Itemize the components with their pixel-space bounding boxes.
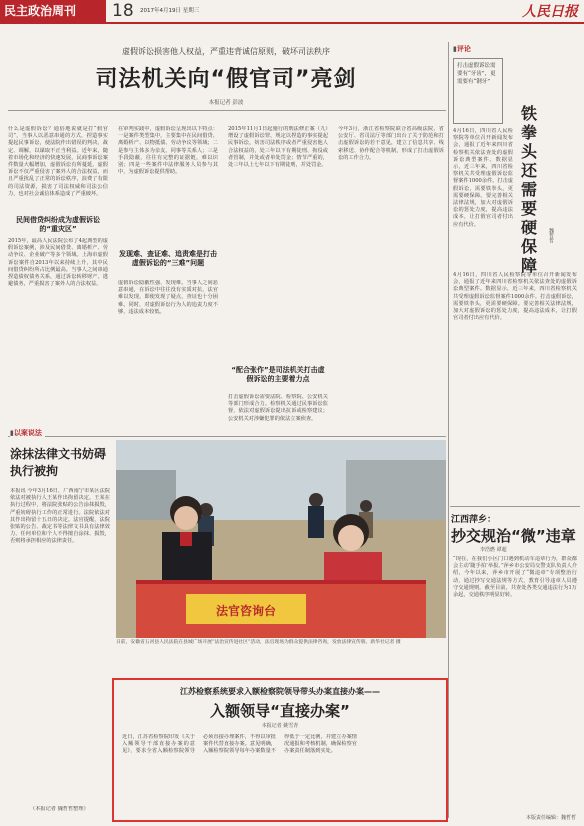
lead-subhead-3: “配合张作”是司法机关打击虚假诉讼的主要着力点 (231, 366, 325, 383)
case-tag: ▮以案说法 (10, 428, 45, 438)
lead-column-1: 什么是虚假诉讼？通俗地说就是打“假官司”，当事人以恶意串通的方式，捏造事实提起民事诉讼，使法院作出错误的判决、裁定、调解，以谋取不正当利益。近年来，随着市场化和经济的快速发展，民商事诉讼案件数量大幅增加，虚假诉讼有所蔓延。虚假诉讼不仅严重侵害了案外人的合法权益，而且严重扰乱了正常的诉讼秩序，浪费了有限的司法资源，损害了司法权威和司法公信力，也对社会诚信体系造成了严重破坏。 (8, 126, 108, 197)
opinion-headline: 铁拳头还需要硬保障 (520, 104, 537, 275)
lead-column-2b: 虚假诉讼隐蔽性强、发现难。当事人之间恶意串通，在诉讼中往往没有实质对抗，法官难以发现。即使发现了疑点，查证也十分困难。同时，对虚假诉讼行为人的追责力度不够，违法成本较低。 (118, 280, 218, 315)
lead-column-1b: 2015年，最高人民法院公布了4起典型的虚假诉讼案例，涉及民间借贷、离婚析产、劳动争议、企业破产等多个领域。上海市虚假诉讼案件自2013年以来持续上升，其中民间借贷纠纷所占比例最高。当事人之间串通捏造债权债务关系，通过诉讼转移财产、逃避债务，严重损害了案外人的合法权益。 (8, 238, 108, 288)
case-credit: （本报记者 魏哲哲整理） (30, 806, 89, 812)
news-photo (116, 440, 446, 638)
boxed-text: 近日，江苏省检察院印发《关于入额领导干部直接办案的意见》，要求全省入额检察院领导必须直接办理案件，不得以审批案件代替直接办案。意见明确，入额检察院领导每年办案数量不得低于一定比例，并建立办案情况通报和考核机制，确保检察官办案责任制落到实处。 (122, 734, 357, 755)
newspaper-logo: 人民日报 (522, 4, 578, 20)
opinion-tag-label: 评论 (456, 45, 471, 53)
divider (450, 506, 580, 507)
date-line: 2017年4月19日 星期三 (140, 8, 200, 14)
boxed-story (112, 678, 448, 822)
lead-column-3b: 打击虚假诉讼需要法院、检察院、公安机关等部门形成合力。检察机关通过民事诉讼监督，依法对虚假诉讼提出抗诉或检察建议；公安机关对涉嫌犯罪的依法立案侦查。 (228, 394, 328, 422)
opinion-author: 魏哲哲 (548, 228, 554, 243)
page-number: 18 (112, 1, 134, 21)
divider (8, 110, 446, 111)
opinion-text-upper: 4月16日，四川省人民检察院等单位召开新闻发布会，通报了近年来四川省检察机关依法查处的虚假诉讼典型案件。数据显示，近三年来，四川省检察机关共受理虚假诉讼监督案件1000余件。打击虚假诉讼，需要铁拳头，更需要硬保障。要完善相关法律法规，加大对虚假诉讼的惩处力度，提高违法成本，让打假官司者付出应有代价。 (453, 128, 513, 228)
lead-column-3: 2015年11月1日起施行的刑法修正案（九）增设了虚假诉讼罪，规定以捏造的事实提起民事诉讼，妨害司法秩序或者严重侵害他人合法权益的，处三年以下有期徒刑、拘役或者管制，并处或者单处罚金；情节严重的，处三年以上七年以下有期徒刑，并处罚金。 (228, 126, 328, 169)
lead-column-4: 今年3月，浙江省检察院联合省高级法院、省公安厅、省司法厅等部门出台了关于防范和打击虚假诉讼的若干意见，建立了信息共享、线索移送、协作配合等机制，形成了打击虚假诉讼的工作合力。 (338, 126, 444, 161)
case-headline: 涂抹法律文书妨碍执行被拘 (10, 447, 107, 478)
column-divider (448, 42, 449, 818)
lead-headline: 司法机关向“假官司”亮剑 (95, 67, 357, 92)
section-title: 民主政治周刊 (0, 0, 106, 22)
right-byline: 李浩燃 谭超 (480, 547, 507, 553)
footer-editor: 本版责任编辑：魏哲哲 (525, 815, 576, 821)
masthead (0, 0, 584, 24)
boxed-kicker: 江苏检察系统要求入额检察院领导带头办案直接办案—— (180, 687, 380, 696)
right-headline: 抄交规治“微”违章 (451, 527, 576, 545)
opinion-text-lower: 4月16日，四川省人民检察院等单位召开新闻发布会，通报了近年来四川省检察机关依法查处的虚假诉讼典型案件。数据显示，近三年来，四川省检察机关共受理虚假诉讼监督案件1000余件。打击虚假诉讼，需要铁拳头，更需要硬保障。要完善相关法律法规，加大对虚假诉讼的惩处力度，提高违法成本，让打假官司者付出应有代价。 (453, 272, 577, 322)
lead-column-2: 在审判实践中，虚假诉讼呈现出以下特点：一是案件类型集中，主要集中在民间借贷、离婚析产、以物抵债、劳动争议等领域；二是参与主体多为亲友、同事等关系人；三是手段隐蔽，往往有完整的证据链，难以识别；四是一些案件中法律服务人员参与其中，为虚假诉讼提供帮助。 (118, 126, 218, 176)
lead-kicker: 虚假诉讼损害他人权益，严重违背诚信原则，破坏司法秩序 (122, 47, 330, 56)
photo-sign-text: 法官咨询台 (215, 604, 276, 618)
lead-byline: 本报记者 彭波 (208, 100, 244, 106)
right-kicker: 江西萍乡： (451, 515, 497, 525)
lead-subhead-1: 民间借贷纠纷成为虚假诉讼的“重灾区” (16, 216, 100, 233)
boxed-byline: 本报记者 姚雪青 (261, 723, 299, 729)
right-text: “现在，在我们小区门口遇到机动车违章行为，群众都会主动‘随手拍’举报。”萍乡市公安局交警支队负责人介绍，今年以来，萍乡市开展了“微违章”专项整治行动，通过抄写交通法规等方式，教育引导违章人员遵守交通规则。截至目前，共查处各类交通违法行为1万余起，交通秩序明显好转。 (453, 556, 577, 599)
case-text: 本报讯 今年3月16日，广西南宁市某区法院依法对被执行人王某作出拘留决定。王某在执行过程中，将法院张贴的公告涂抹损毁，严重妨碍执行工作的正常进行。法院依法对其作出拘留十五日的决定。法官提醒，法院张贴的公告、裁定书等法律文书具有法律效力，任何单位和个人不得擅自涂抹、损毁，否则将承担相应的法律责任。 (10, 488, 110, 545)
opinion-pullquote: 打击虚假诉讼需要有“牙齿”，更需要有“钢牙” (453, 58, 503, 124)
lead-subhead-2: 发现难、查证难、追责难是打击虚假诉讼的“三难”问题 (119, 250, 217, 267)
divider (8, 436, 446, 437)
case-tag-label: 以案说法 (13, 429, 42, 437)
opinion-tag: ▮评论 (453, 45, 471, 53)
photo-caption: 日前，安徽省五河县人民法院在县城广场开展“法治宣传进社区”活动，法官现场为群众提供法律咨询，发放法律宣传册。新华社记者 摄 (116, 640, 401, 645)
boxed-headline: 入额领导“直接办案” (210, 702, 350, 720)
